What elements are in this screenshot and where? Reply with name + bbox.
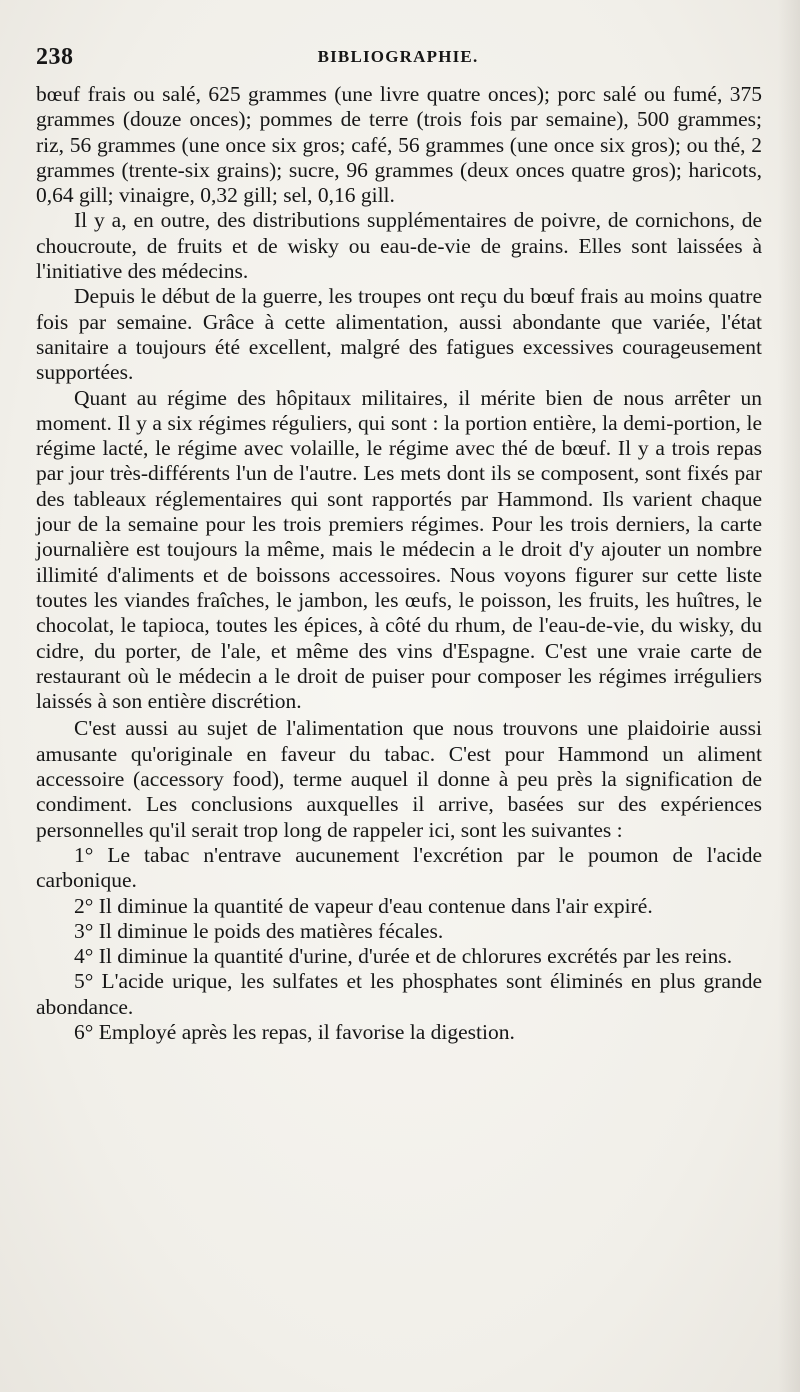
list-item: 6° Employé après les repas, il favorise la digestion. — [74, 1019, 515, 1044]
list-item: 3° Il diminue le poids des matières fécales. — [74, 918, 444, 943]
list-item: 5° L'acide urique, les sulfates et les phosphates sont éliminés en plus grande abondance. — [36, 969, 762, 1019]
list-item: 2° Il diminue la quantité de vapeur d'eau contenue dans l'air expiré. — [74, 893, 653, 918]
paragraph: Il y a, en outre, des distributions supplémentaires de poivre, de cornichons, de choucroute, de fruits et de wisky ou eau-de-vie de grains. Elles sont laissées à l'initiative des médecins. — [36, 208, 762, 284]
page-header — [36, 44, 760, 74]
list-item: 1° Le tabac n'entrave aucunement l'excrétion par le poumon de l'acide carbonique. — [36, 842, 762, 893]
paragraph: C'est aussi au sujet de l'alimentation que nous trouvons une plaidoirie aussi amusante qu'originale en faveur du tabac. C'est pour Hammond un aliment accessoire (accessory food), terme auquel il donne à peu près la signification de condiment. Les conclusions auxquelles il arrive, basées sur des expériences personnelles qu'il serait trop long de rappeler ici, sont les suivantes : — [36, 716, 762, 842]
paragraph: Quant au régime des hôpitaux militaires, il mérite bien de nous arrêter un moment. Il y a six régimes réguliers, qui sont : la portion entière, la demi-portion, le régime lacté, le régime avec volaille, le régime avec thé de bœuf. Il y a trois repas par jour très-différents l'un de l'autre. Les mets dont ils se composent, sont fixés par des tableaux réglementaires qui sont rapportés par Hammond. Ils varient chaque jour de la semaine pour les trois premiers régimes. Pour les trois derniers, la carte journalière est toujours la même, mais le médecin a le droit d'y ajouter un nombre illimité d'aliments et de boissons accessoires. Nous voyons figurer sur cette liste toutes les viandes fraîches, le jambon, les œufs, le poisson, les fruits, les huîtres, le chocolat, le tapioca, toutes les épices, à côté du rhum, de l'eau-de-vie, du wisky, du cidre, du porter, de l'ale, et même des vins d'Espagne. C'est une vraie carte de restaurant où le médecin a le droit de puiser pour composer les régimes irréguliers laissés à son entière discrétion. — [36, 385, 762, 714]
paragraph: Depuis le début de la guerre, les troupes ont reçu du bœuf frais au moins quatre fois par semaine. Grâce à cette alimentation, aussi abondante que variée, l'état sanitaire a toujours été excellent, malgré des fatigues excessives courageusement supportées. — [36, 284, 762, 385]
page-edge-shadow — [778, 0, 800, 1392]
running-head: BIBLIOGRAPHIE. — [317, 47, 479, 66]
body-text — [36, 82, 762, 1045]
paragraph-continuation: bœuf frais ou salé, 625 grammes (une livre quatre onces); porc salé ou fumé, 375 grammes (douze onces); pommes de terre (trois fois par semaine), 500 grammes; riz, 56 grammes (une once six gros; café, 56 grammes (une once six gros); ou thé, 2 grammes (trente-six grains); sucre, 96 grammes (deux onces quatre gros); haricots, 0,64 gill; vinaigre, 0,32 gill; sel, 0,16 gill. — [36, 82, 762, 208]
list-item: 4° Il diminue la quantité d'urine, d'urée et de chlorures excrétés par les reins. — [74, 944, 733, 969]
page-number: 238 — [36, 44, 74, 70]
